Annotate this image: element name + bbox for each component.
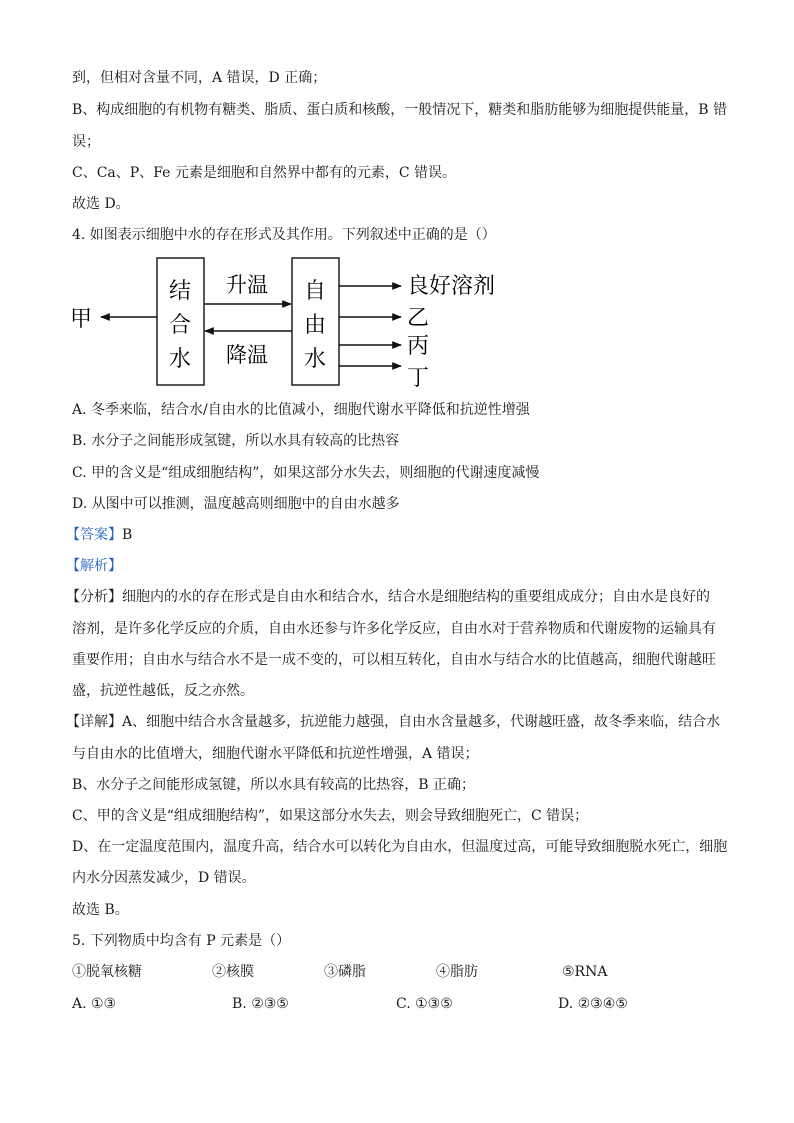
analysis-line-2: 溶剂，是许多化学反应的介质，自由水还参与许多化学反应，自由水对于营养物质和代谢废物的运输具有 xyxy=(72,621,716,637)
intro-line-5: 故选 D。 xyxy=(72,196,130,212)
detail-line-5: D、在一定温度范围内，温度升高，结合水可以转化为自由水，但温度过高，可能导致细胞脱水死亡，细胞 xyxy=(72,839,728,855)
q5-item-2: ②核膜 xyxy=(212,964,254,980)
bound-water-char-3: 水 xyxy=(168,347,192,372)
intro-line-1: 到，但相对含量不同，A 错误，D 正确； xyxy=(72,70,327,86)
option-b: B. 水分子之间能形成氢键，所以水具有较高的比热容 xyxy=(72,433,400,449)
answer-value: B xyxy=(122,527,133,543)
q5-item-5: ⑤RNA xyxy=(562,964,608,980)
q5-option-d: D. ②③④⑤ xyxy=(558,996,628,1012)
question-5-stem: 5. 下列物质中均含有 P 元素是（） xyxy=(72,933,291,949)
cool-down-label: 降温 xyxy=(226,343,268,367)
jia-label: 甲 xyxy=(70,307,93,332)
analysis-tag: 【分析】 xyxy=(66,589,122,605)
explain-tag: 【解析】 xyxy=(66,558,122,574)
free-water-char-3: 水 xyxy=(303,347,327,372)
q5-option-a: A. ①③ xyxy=(72,996,117,1012)
analysis-line-4: 盛，抗逆性越低，反之亦然。 xyxy=(72,683,254,699)
detail-tag: 【详解】 xyxy=(66,714,122,730)
detail-line-2: 与自由水的比值增大，细胞代谢水平降低和抗逆性增强，A 错误； xyxy=(72,746,479,762)
option-d: D. 从图中可以推测，温度越高则细胞中的自由水越多 xyxy=(72,496,400,512)
detail-text-1: A、细胞中结合水含量越多，抗逆能力越强，自由水含量越多，代谢越旺盛，故冬季来临，结合水 xyxy=(122,714,721,730)
answer-line xyxy=(66,525,132,545)
q5-item-1: ①脱氧核糖 xyxy=(72,964,142,980)
conclusion-line: 故选 B。 xyxy=(72,902,129,918)
q5-item-4: ④脂肪 xyxy=(436,964,478,980)
intro-line-3: 误； xyxy=(72,134,100,150)
analysis-text-1: 细胞内的水的存在形式是自由水和结合水，结合水是细胞结构的重要组成成分；自由水是良好的 xyxy=(122,589,710,605)
heat-up-label: 升温 xyxy=(226,273,268,297)
q5-option-c: C. ①③⑤ xyxy=(396,996,453,1012)
good-solvent-label: 良好溶剂 xyxy=(407,274,496,299)
bound-water-char-2: 合 xyxy=(168,313,192,338)
yi-label: 乙 xyxy=(407,306,430,331)
question-4-stem: 4. 如图表示细胞中水的存在形式及其作用。下列叙述中正确的是（） xyxy=(72,227,496,243)
analysis-line-3: 重要作用；自由水与结合水不是一成不变的，可以相互转化，自由水与结合水的比值越高，细胞代谢越旺 xyxy=(72,652,716,668)
free-water-char-1: 自 xyxy=(303,279,327,304)
q5-item-3: ③磷脂 xyxy=(324,964,366,980)
water-forms-diagram xyxy=(70,248,530,393)
free-water-char-2: 由 xyxy=(303,313,327,338)
q5-option-b: B. ②③⑤ xyxy=(232,996,289,1012)
detail-line-1 xyxy=(66,712,720,732)
detail-line-3: B、水分子之间能形成氢键，所以水具有较高的比热容，B 正确； xyxy=(72,777,476,793)
bound-water-char-1: 结 xyxy=(168,279,192,304)
intro-line-2: B、构成细胞的有机物有糖类、脂质、蛋白质和核酸，一般情况下，糖类和脂肪能够为细胞提供能量，B 错 xyxy=(72,102,728,118)
ding-label: 丁 xyxy=(407,366,430,391)
option-a: A. 冬季来临，结合水/自由水的比值减小，细胞代谢水平降低和抗逆性增强 xyxy=(72,402,530,418)
detail-line-4: C、甲的含义是“组成细胞结构”，如果这部分水失去，则会导致细胞死亡，C 错误； xyxy=(72,808,589,824)
bing-label: 丙 xyxy=(407,334,430,359)
option-c: C. 甲的含义是“组成细胞结构”，如果这部分水失去，则细胞的代谢速度减慢 xyxy=(72,465,540,481)
detail-line-6: 内水分因蒸发减少，D 错误。 xyxy=(72,870,256,886)
explain-line xyxy=(66,556,122,576)
intro-line-4: C、Ca、P、Fe 元素是细胞和自然界中都有的元素，C 错误。 xyxy=(72,165,457,181)
analysis-line-1 xyxy=(66,587,710,607)
answer-tag: 【答案】 xyxy=(66,527,122,543)
